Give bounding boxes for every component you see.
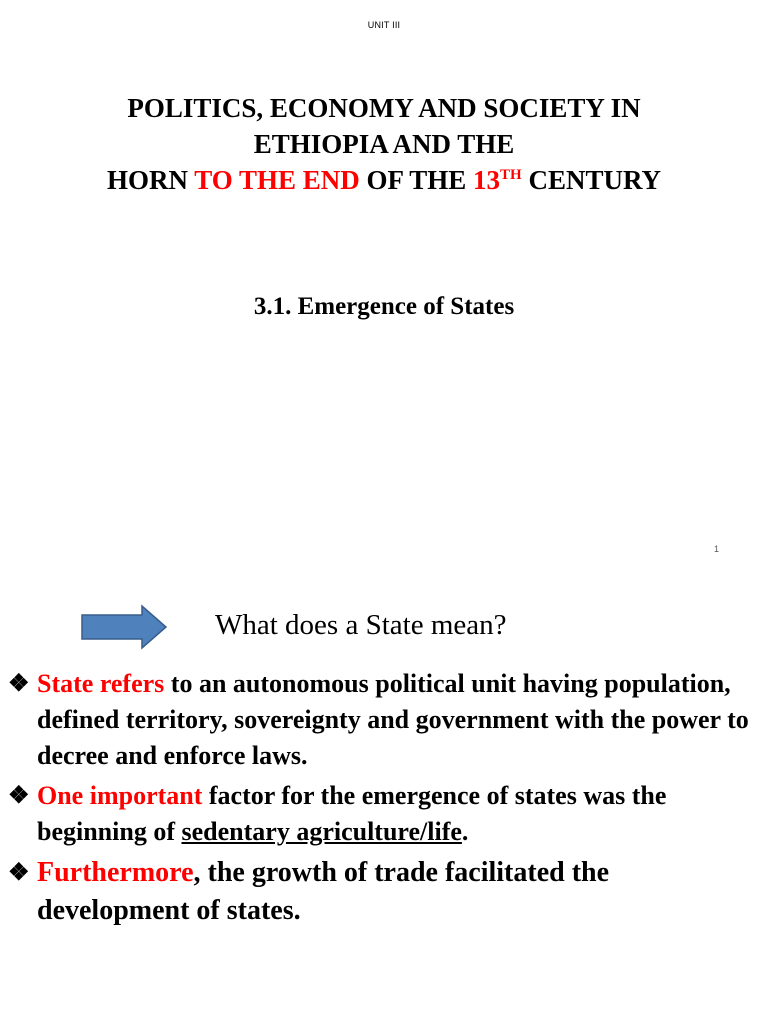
bullet-2-underlined: sedentary agriculture/life bbox=[181, 817, 462, 846]
bullet-3-highlight: Furthermore bbox=[37, 857, 194, 888]
page-number: 1 bbox=[714, 544, 720, 554]
title-line-2: ETHIOPIA AND THE bbox=[253, 129, 515, 159]
bullet-1-text: to an autonomous political unit having population, defined territory, sovereignty and government with the power to decree and enforce laws. bbox=[37, 669, 749, 770]
title-13: 13 bbox=[473, 165, 501, 195]
question-heading: What does a State mean? bbox=[215, 609, 507, 641]
list-item bbox=[8, 666, 764, 774]
right-arrow-icon bbox=[80, 604, 168, 650]
list-item bbox=[8, 854, 764, 930]
bullet-2-highlight: One important bbox=[37, 781, 203, 810]
title-century: CENTURY bbox=[521, 165, 662, 195]
title-line-1: POLITICS, ECONOMY AND SOCIETY IN bbox=[127, 93, 641, 123]
bullet-2-text-a: factor for the emergence of states was the beginning of bbox=[37, 781, 667, 846]
title-of-the: OF THE bbox=[359, 165, 474, 195]
bullet-list bbox=[8, 666, 764, 934]
title-horn: HORN bbox=[106, 165, 195, 195]
diamond-bullet-icon: ❖ bbox=[8, 783, 30, 809]
diamond-bullet-icon: ❖ bbox=[8, 671, 30, 697]
title-century-number bbox=[473, 165, 522, 195]
slide-title bbox=[0, 90, 768, 198]
diamond-bullet-icon: ❖ bbox=[8, 860, 30, 886]
title-line-3 bbox=[0, 162, 768, 198]
title-th-superscript: TH bbox=[500, 167, 522, 183]
list-item bbox=[8, 778, 764, 850]
section-title: 3.1. Emergence of States bbox=[253, 293, 515, 320]
title-to-the-end: TO THE END bbox=[194, 165, 360, 195]
bullet-2-text-b: . bbox=[461, 817, 469, 846]
bullet-1-highlight: State refers bbox=[37, 669, 165, 698]
header-label: UNIT III bbox=[367, 20, 401, 30]
bullet-3-text: , the growth of trade facilitated the development of states. bbox=[37, 857, 610, 926]
